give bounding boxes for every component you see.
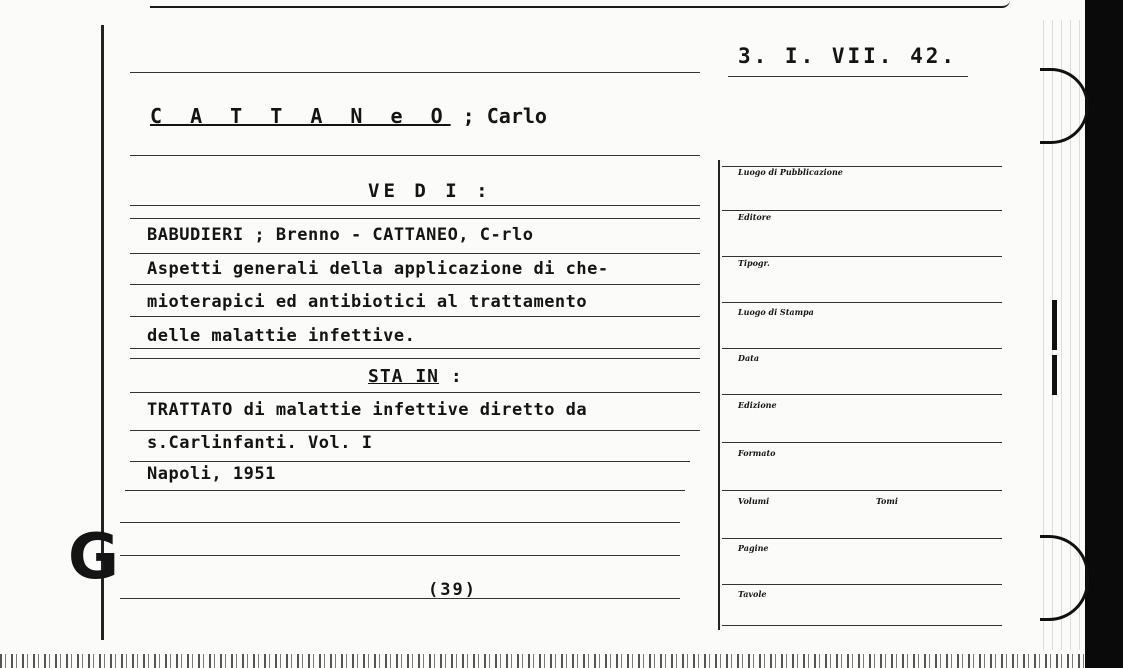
form-rule [722,625,1002,626]
card-rule [120,555,680,556]
form-field-label: Tomi [876,496,898,506]
form-rule [722,348,1002,349]
card-rule [130,284,700,285]
card-rule [130,72,700,73]
reference-line: Aspetti generali della applicazione di che- [147,259,609,279]
form-rule [722,302,1002,303]
form-field-label: Edizione [738,400,777,410]
form-field-label: Tavole [738,589,767,599]
card-rule [130,205,700,206]
see-label: VE D I : [368,180,492,202]
card-rule [130,461,690,462]
form-rule [722,210,1002,211]
card-rule [120,522,680,523]
author-name: ; Carlo [462,104,547,128]
card-rule [130,430,700,431]
form-rule [722,584,1002,585]
card-rule [130,218,700,219]
bibliographic-form-panel [718,160,1008,630]
card-rule [130,155,700,156]
card-date: 3. I. VII. 42. [738,44,958,68]
card-rule [130,358,700,359]
card-rule [130,316,700,317]
reference-line: mioterapici ed antibiotici al trattamento [147,292,588,312]
scan-mark [1052,300,1057,350]
in-label-colon: : [439,366,463,387]
in-label [368,366,463,387]
form-field-label: Volumi [738,496,770,506]
scan-mark [1052,355,1057,395]
margin-letter: G [68,520,119,593]
form-field-label: Pagine [738,543,769,553]
in-label-text: STA IN [368,366,440,387]
card-rule [130,392,700,393]
scan-top-edge [150,0,1010,8]
form-rule [722,538,1002,539]
footer-number: (39) [428,580,477,600]
source-line: Napoli, 1951 [147,464,276,484]
form-rule [722,256,1002,257]
card-rule [728,76,968,77]
form-field-label: Editore [738,212,772,222]
form-field-label: Luogo di Pubblicazione [738,167,843,177]
form-field-label: Formato [738,448,776,458]
form-rule [722,442,1002,443]
source-line: TRATTATO di malattie infettive diretto da [147,400,588,420]
form-rule [722,490,1002,491]
form-field-label: Luogo di Stampa [738,307,814,317]
card-author [150,104,547,128]
card-rule [130,348,700,349]
scan-bottom-edge [0,654,1085,668]
form-field-label: Tipogr. [738,258,770,268]
scan-right-border [1085,0,1123,668]
card-rule [120,598,680,599]
reference-line: delle malattie infettive. [147,326,416,346]
form-field-label: Data [738,353,759,363]
reference-line: BABUDIERI ; Brenno - CATTANEO, C-rlo [147,225,534,245]
form-rule [722,394,1002,395]
source-line: s.Carlinfanti. Vol. I [147,433,373,453]
card-rule [130,253,700,254]
card-rule [125,490,685,491]
author-surname: C A T T A N e O [150,104,451,128]
